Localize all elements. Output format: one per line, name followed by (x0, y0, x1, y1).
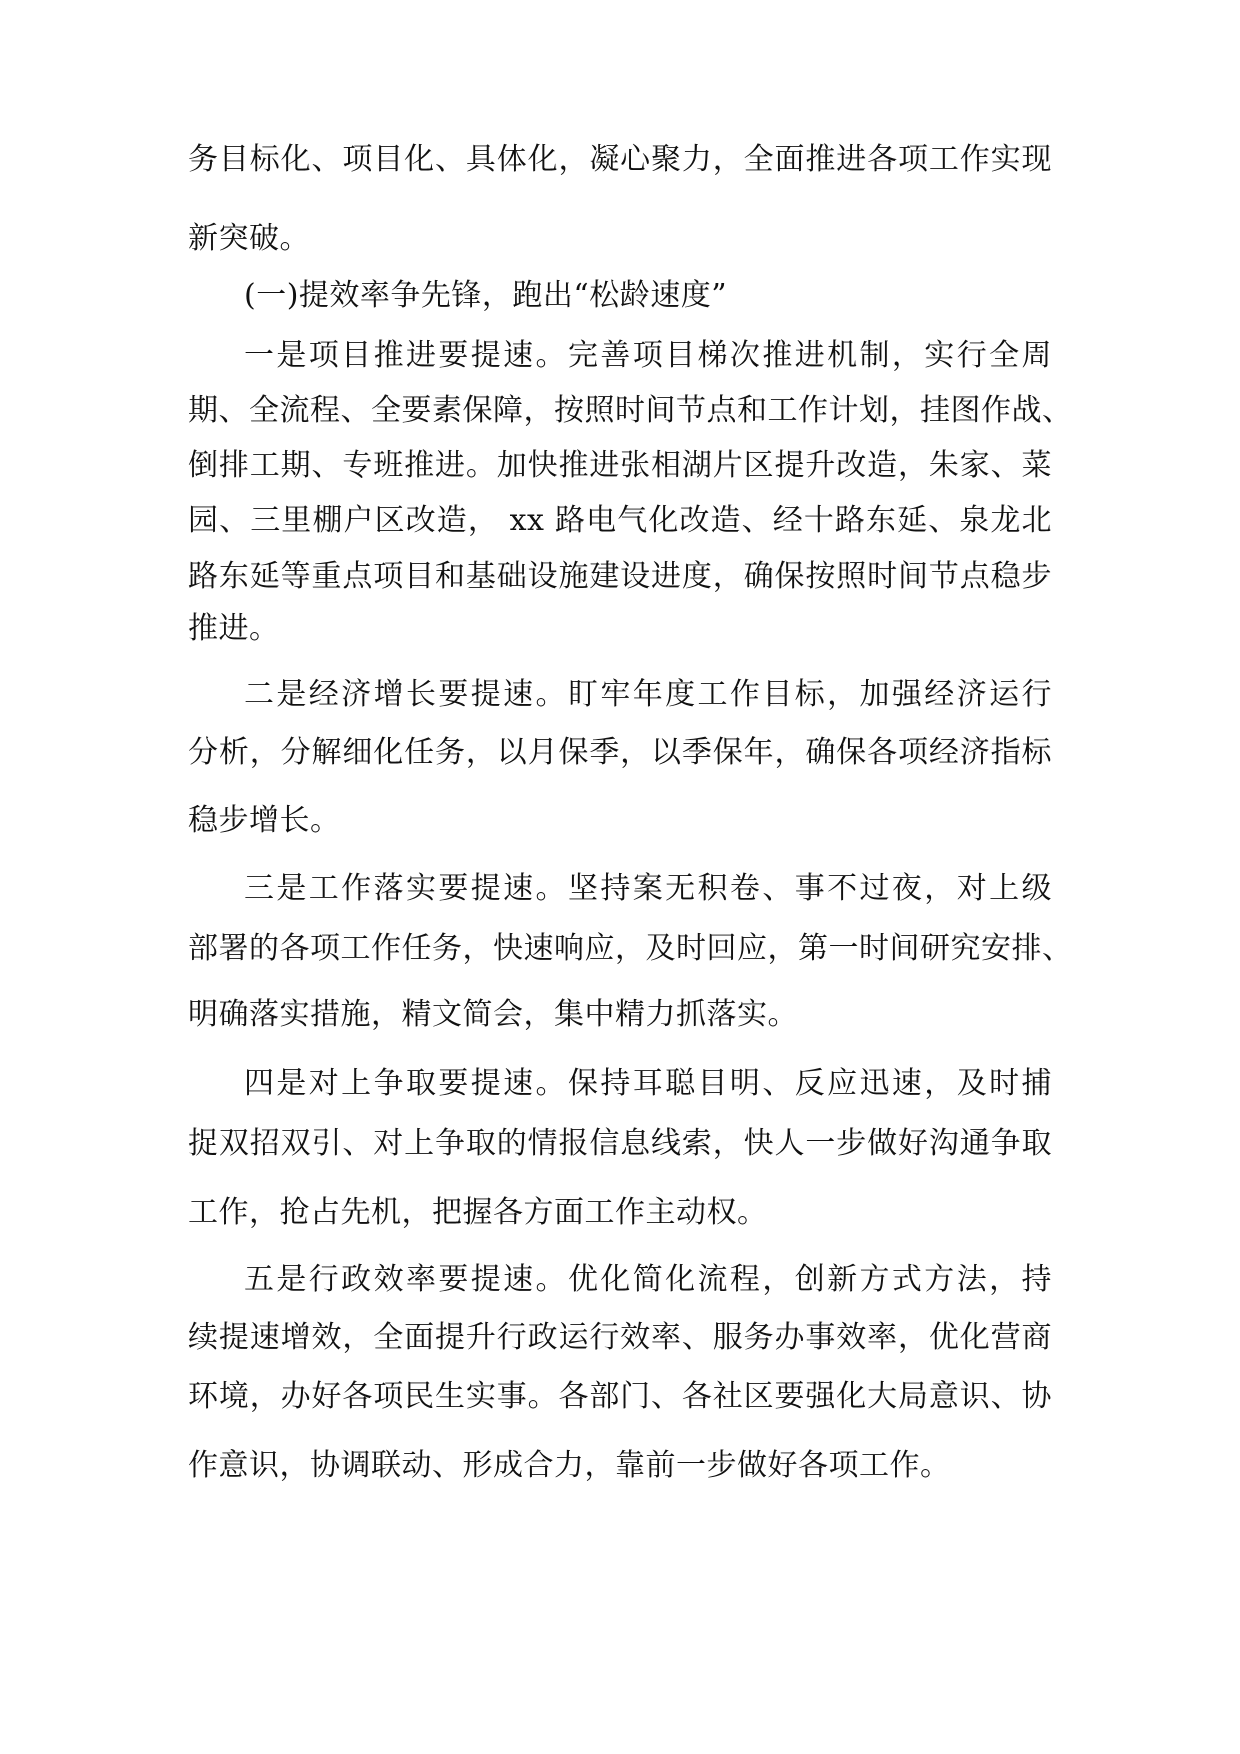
text-line: 捉双招双引、对上争取的情报信息线索，快人一步做好沟通争取 (188, 1126, 1052, 1161)
text-line: 分析，分解细化任务，以月保季，以季保年，确保各项经济指标 (188, 735, 1052, 770)
text-line: 环境，办好各项民生实事。各部门、各社区要强化大局意识、协 (188, 1379, 1052, 1414)
text-line: 二是经济增长要提速。盯牢年度工作目标，加强经济运行 (244, 677, 1052, 712)
text-line: 一是项目推进要提速。完善项目梯次推进机制，实行全周 (244, 338, 1052, 373)
text-line: 稳步增长。 (188, 803, 341, 838)
text-line: 新突破。 (188, 221, 310, 256)
text-line: 作意识，协调联动、形成合力，靠前一步做好各项工作。 (188, 1448, 951, 1483)
text-line: 工作，抢占先机，把握各方面工作主动权。 (188, 1195, 768, 1230)
text-line: 路东延等重点项目和基础设施建设进度，确保按照时间节点稳步 (188, 559, 1052, 594)
text-line: 期、全流程、全要素保障，按照时间节点和工作计划，挂图作战、 (188, 393, 1073, 428)
text-line: 倒排工期、专班推进。加快推进张相湖片区提升改造，朱家、菜 (188, 448, 1052, 483)
text-line: 三是工作落实要提速。坚持案无积卷、事不过夜，对上级 (244, 871, 1052, 906)
text-line: 部署的各项工作任务，快速响应，及时回应，第一时间研究安排、 (188, 931, 1073, 966)
text-line: 明确落实措施，精文简会，集中精力抓落实。 (188, 997, 798, 1032)
text-line: 五是行政效率要提速。优化简化流程，创新方式方法，持 (244, 1262, 1052, 1297)
text-line: 园、三里棚户区改造， xx 路电气化改造、经十路东延、泉龙北 (188, 503, 1052, 538)
section-heading: (一)提效率争先锋，跑出“松龄速度” (244, 278, 728, 313)
text-line: 务目标化、项目化、具体化，凝心聚力，全面推进各项工作实现 (188, 142, 1052, 177)
text-line: 四是对上争取要提速。保持耳聪目明、反应迅速，及时捕 (244, 1066, 1052, 1101)
text-line: 续提速增效，全面提升行政运行效率、服务办事效率，优化营商 (188, 1320, 1052, 1355)
text-line: 推进。 (188, 611, 280, 646)
